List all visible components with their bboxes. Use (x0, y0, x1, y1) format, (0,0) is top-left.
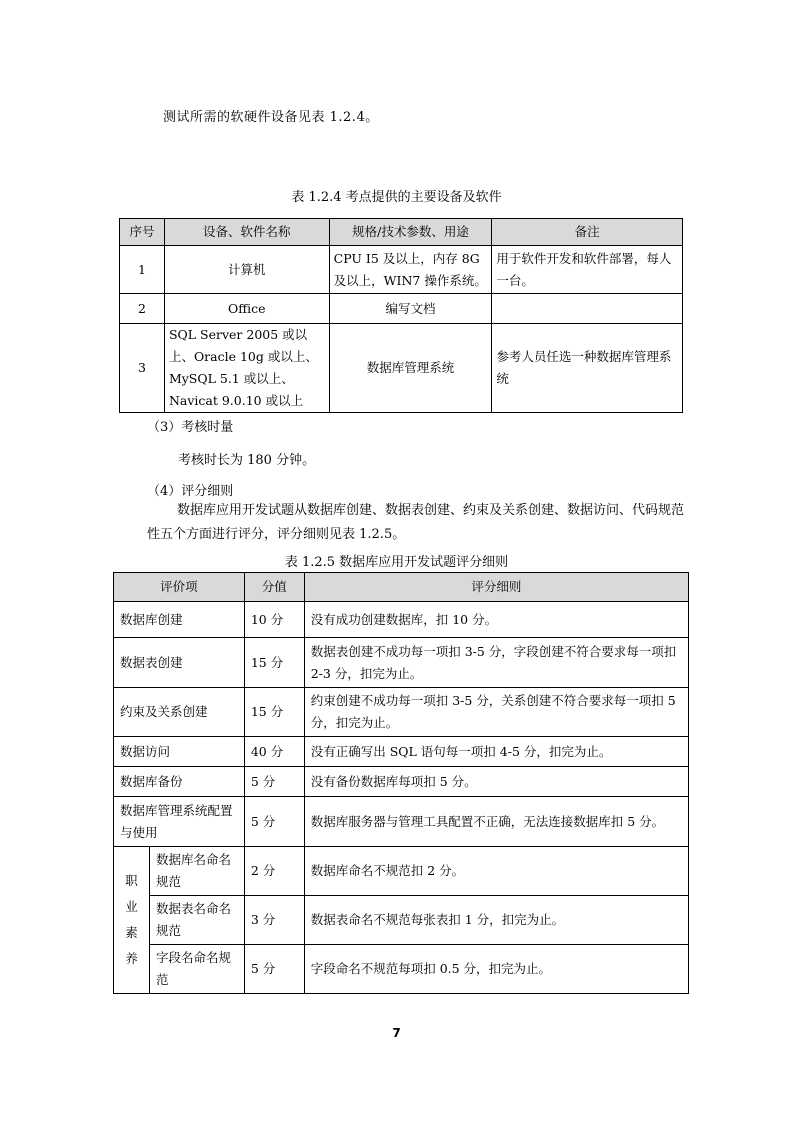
table-row (114, 688, 689, 737)
table-cell: 字段命名不规范每项扣 0.5 分，扣完为止。 (304, 945, 688, 994)
table-row (120, 294, 683, 324)
column-header: 序号 (120, 219, 165, 246)
table-cell: 参考人员任选一种数据库管理系统 (492, 324, 683, 413)
column-header: 分值 (244, 573, 304, 602)
table-cell: 3 分 (244, 896, 304, 945)
table-cell: 2 分 (244, 847, 304, 896)
table-cell: 用于软件开发和软件部署，每人一台。 (492, 246, 683, 294)
column-header: 备注 (492, 219, 683, 246)
table-cell: 数据库备份 (114, 767, 245, 797)
table-row (114, 602, 689, 638)
table-cell: 约束及关系创建 (114, 688, 245, 737)
table-header-row (120, 219, 683, 246)
table-cell: 约束创建不成功每一项扣 3-5 分，关系创建不符合要求每一项扣 5 分，扣完为止。 (304, 688, 688, 737)
table-row (120, 246, 683, 294)
intro-paragraph: 测试所需的软硬件设备见表 1.2.4。 (163, 110, 379, 125)
table-cell: 5 分 (244, 945, 304, 994)
table-cell: Office (164, 294, 329, 324)
table-cell: 40 分 (244, 737, 304, 767)
page-number: 7 (392, 1026, 401, 1040)
table-cell: 5 分 (244, 767, 304, 797)
table-cell: 字段名命名规范 (149, 945, 244, 994)
table-cell: 15 分 (244, 638, 304, 688)
table-cell: 数据表创建不成功每一项扣 3-5 分，字段创建不符合要求每一项扣 2-3 分，扣完为止。 (304, 638, 688, 688)
column-header: 评分细则 (304, 573, 688, 602)
section4-text: 数据库应用开发试题从数据库创建、数据表创建、约束及关系创建、数据访问、代码规范性五个方面进行评分，评分细则见表 1.2.5。 (147, 503, 685, 542)
column-header: 规格/技术参数、用途 (329, 219, 492, 246)
table-cell: 数据库创建 (114, 602, 245, 638)
table-row (114, 797, 689, 847)
table-cell: 没有备份数据库每项扣 5 分。 (304, 767, 688, 797)
table-row (114, 896, 689, 945)
table-row (114, 847, 689, 896)
table-row (114, 638, 689, 688)
table-cell: 编写文档 (329, 294, 492, 324)
table-cell: 数据库服务器与管理工具配置不正确，无法连接数据库扣 5 分。 (304, 797, 688, 847)
table-cell: 数据表创建 (114, 638, 245, 688)
table-cell (492, 294, 683, 324)
table-cell: 数据库名命名规范 (149, 847, 244, 896)
column-header: 设备、软件名称 (164, 219, 329, 246)
table-cell: 15 分 (244, 688, 304, 737)
table-cell: 3 (120, 324, 165, 413)
section4-title: （4）评分细则 (147, 484, 234, 499)
table-cell: 数据访问 (114, 737, 245, 767)
table-cell: 没有成功创建数据库，扣 10 分。 (304, 602, 688, 638)
table-row (120, 324, 683, 413)
table-cell: 数据库命名不规范扣 2 分。 (304, 847, 688, 896)
group-label: 职业素养 (125, 873, 138, 966)
table-row (114, 737, 689, 767)
section3-title: （3）考核时量 (147, 420, 234, 435)
table-row (114, 767, 689, 797)
table-cell: 数据库管理系统 (329, 324, 492, 413)
table-cell: 2 (120, 294, 165, 324)
table-cell: 10 分 (244, 602, 304, 638)
group-label-cell (114, 847, 150, 994)
table-cell: 5 分 (244, 797, 304, 847)
scoring-table (113, 572, 689, 994)
table-cell: 数据表命名不规范每张表扣 1 分，扣完为止。 (304, 896, 688, 945)
table-cell: 数据库管理系统配置与使用 (114, 797, 245, 847)
table-cell: 数据表名命名规范 (149, 896, 244, 945)
column-header: 评价项 (114, 573, 245, 602)
table1-caption: 表 1.2.4 考点提供的主要设备及软件 (291, 190, 502, 205)
table-cell: 计算机 (164, 246, 329, 294)
table-cell: 没有正确写出 SQL 语句每一项扣 4-5 分，扣完为止。 (304, 737, 688, 767)
equipment-table (119, 218, 683, 413)
table-row (114, 945, 689, 994)
table-header-row (114, 573, 689, 602)
table-cell: CPU I5 及以上，内存 8G 及以上，WIN7 操作系统。 (329, 246, 492, 294)
table-cell: 1 (120, 246, 165, 294)
section3-text: 考核时长为 180 分钟。 (178, 453, 316, 468)
table-cell: SQL Server 2005 或以上、Oracle 10g 或以上、MySQL 5.1 或以上、Navicat 9.0.10 或以上 (164, 324, 329, 413)
table2-caption: 表 1.2.5 数据库应用开发试题评分细则 (284, 555, 509, 570)
